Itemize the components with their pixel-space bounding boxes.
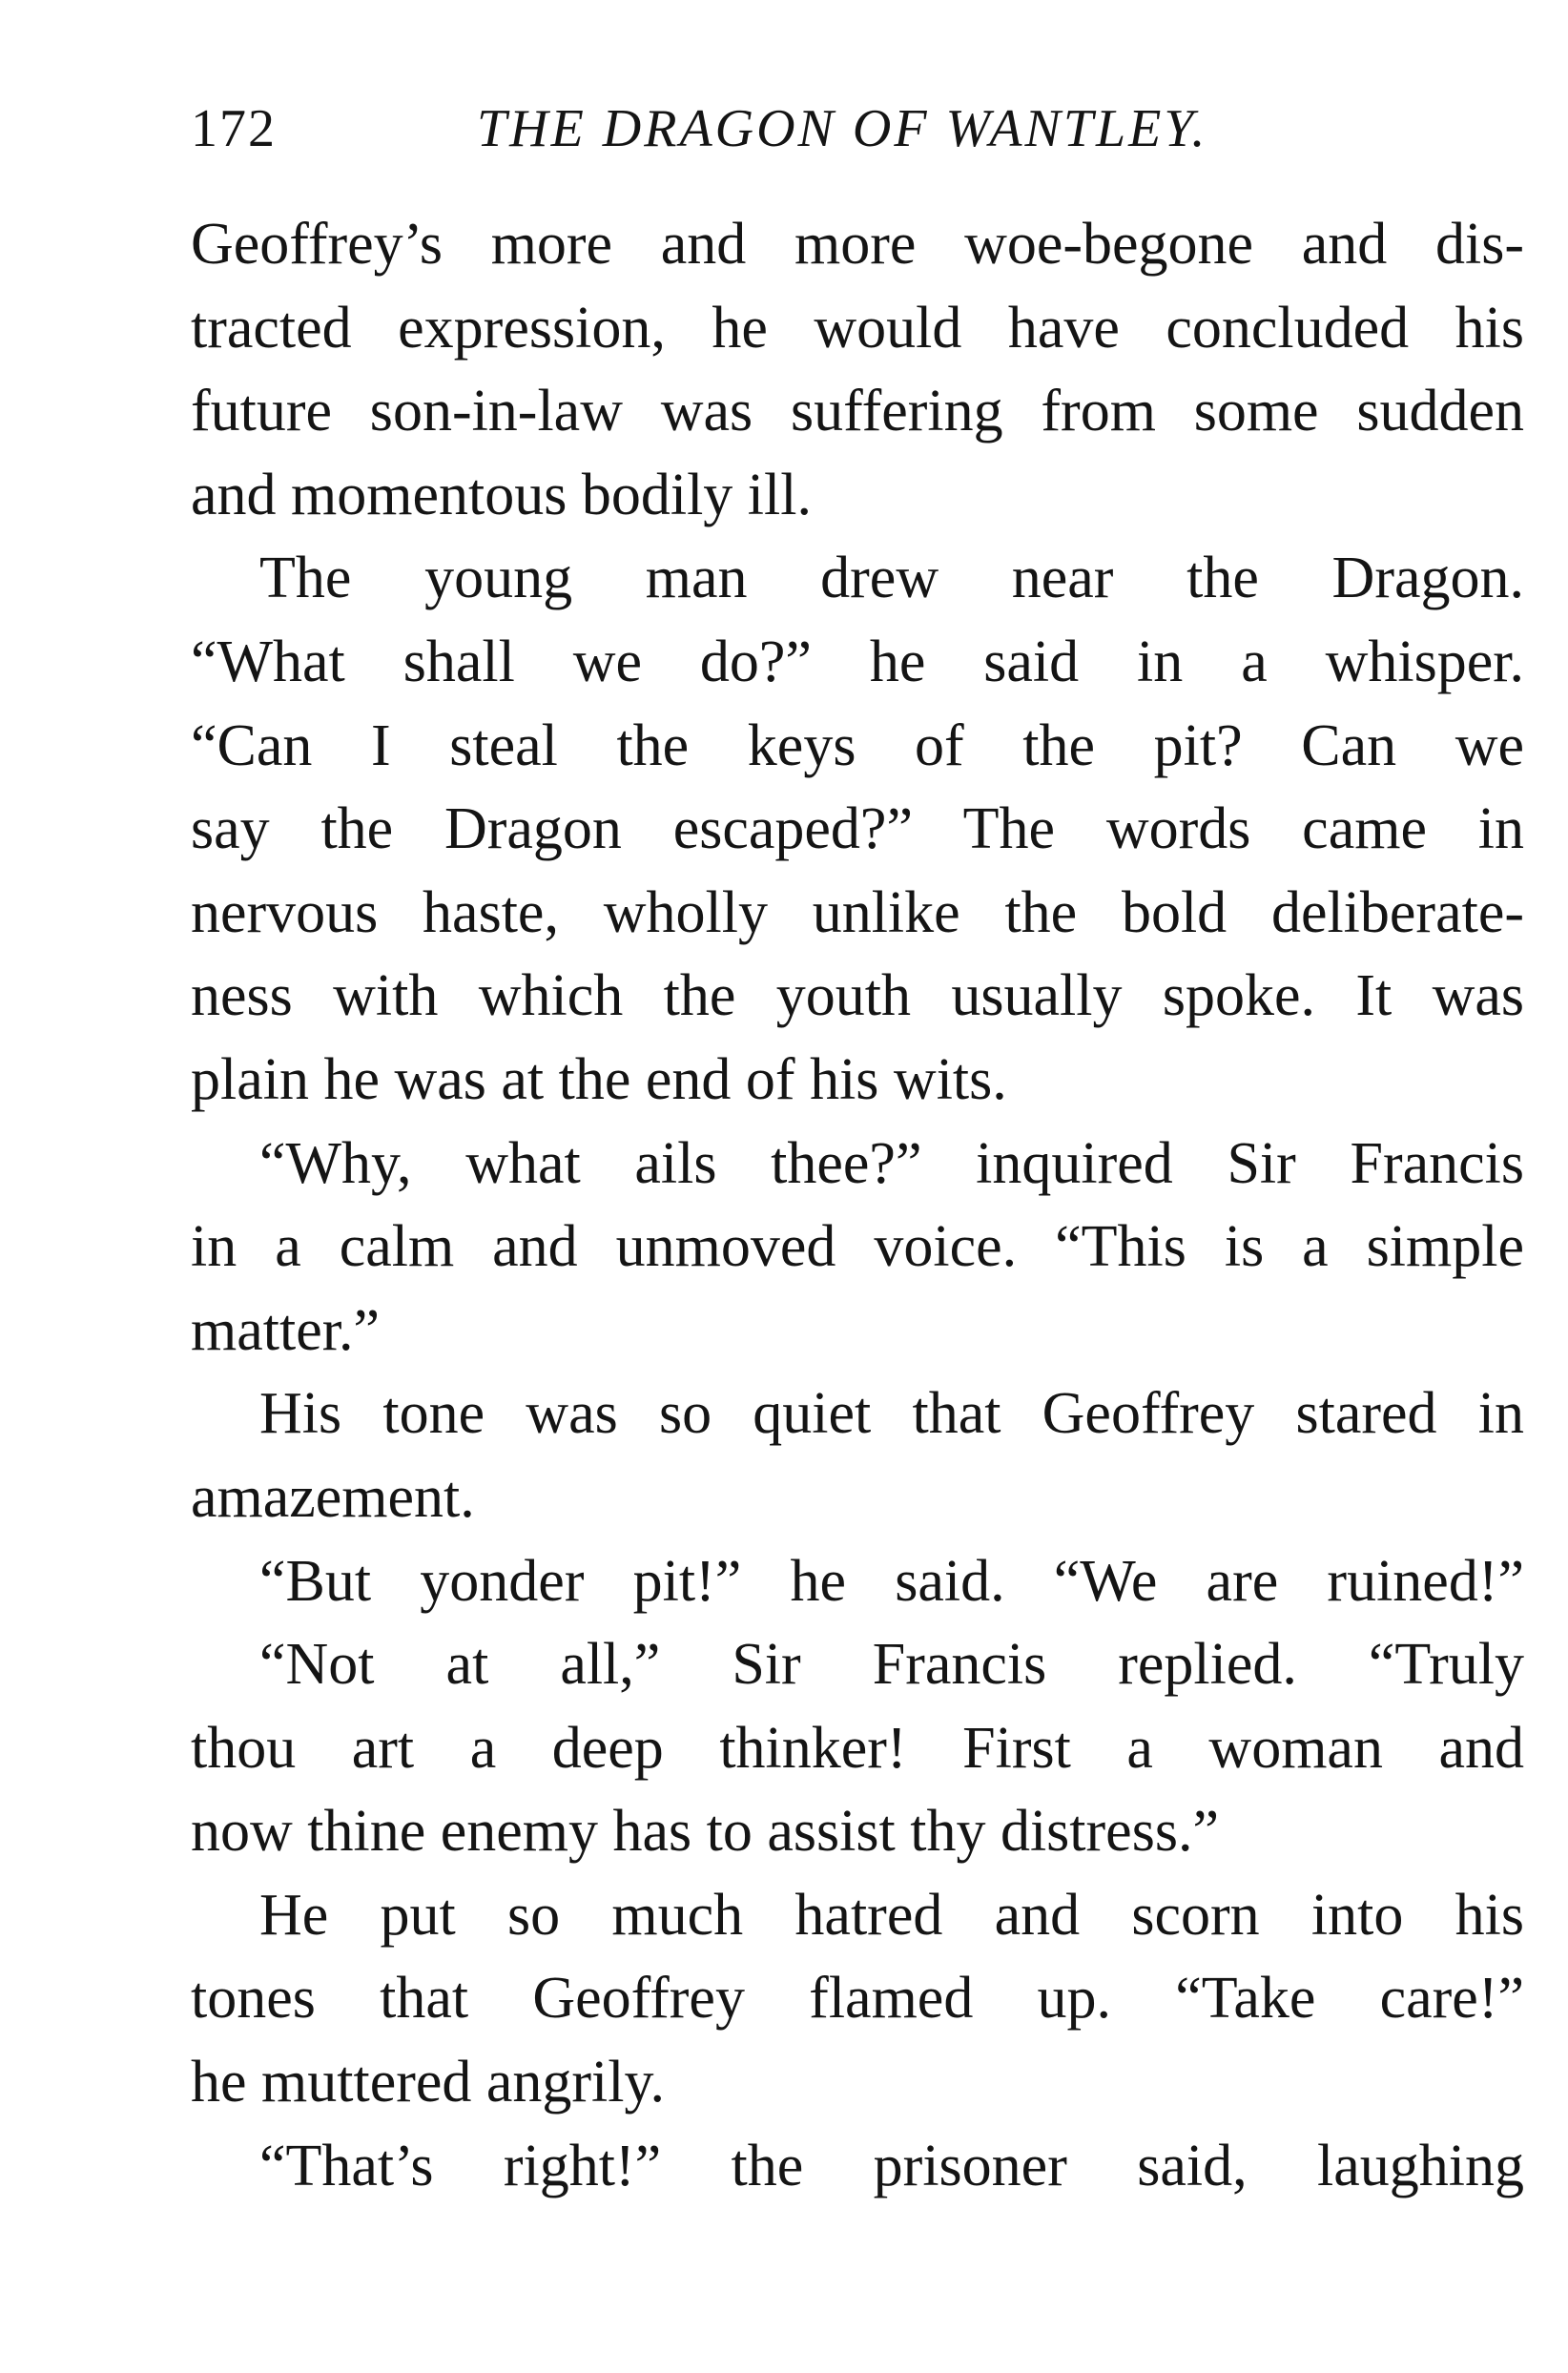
text-line: tracted expression, he would have concluded his [191,295,1524,361]
text-line: tones that Geoffrey flamed up. “Take care!” [191,1966,1524,2032]
text-line: Geoffrey’s more and more woe-begone and dis- [191,212,1524,277]
text-line: say the Dragon escaped?” The words came in [191,796,1524,862]
text-line: “Can I steal the keys of the pit? Can we [191,712,1524,778]
text-line: “That’s right!” the prisoner said, laughing [259,2133,1524,2198]
text-line: amazement. [191,1464,475,1530]
text-line: matter.” [191,1297,380,1363]
text-line: he muttered angrily. [191,2050,665,2115]
text-line: plain he was at the end of his wits. [191,1046,1007,1112]
text-line: nervous haste, wholly unlike the bold deliberate- [191,879,1524,945]
text-line: now thine enemy has to assist thy distress.” [191,1799,1219,1865]
page-number: 172 [191,99,277,158]
text-line: in a calm and unmoved voice. “This is a simple [191,1214,1524,1280]
body-text [191,203,1524,2208]
text-line: future son-in-law was suffering from some sudden [191,379,1524,444]
text-line: His tone was so quiet that Geoffrey stared in [259,1381,1524,1447]
running-title: THE DRAGON OF WANTLEY. [477,99,1208,158]
text-line: “Not at all,” Sir Francis replied. “Truly [259,1632,1524,1698]
text-line: “But yonder pit!” he said. “We are ruined!” [259,1548,1524,1614]
text-line: thou art a deep thinker! First a woman and [191,1715,1524,1781]
text-line: The young man drew near the Dragon. [259,546,1524,611]
text-line: “What shall we do?” he said in a whisper. [191,629,1524,694]
text-line: ness with which the youth usually spoke. It was [191,963,1524,1029]
text-line: and momentous bodily ill. [191,462,812,527]
text-line: “Why, what ails thee?” inquired Sir Francis [259,1130,1524,1196]
page-header [191,95,1526,162]
text-line: He put so much hatred and scorn into his [259,1882,1524,1948]
